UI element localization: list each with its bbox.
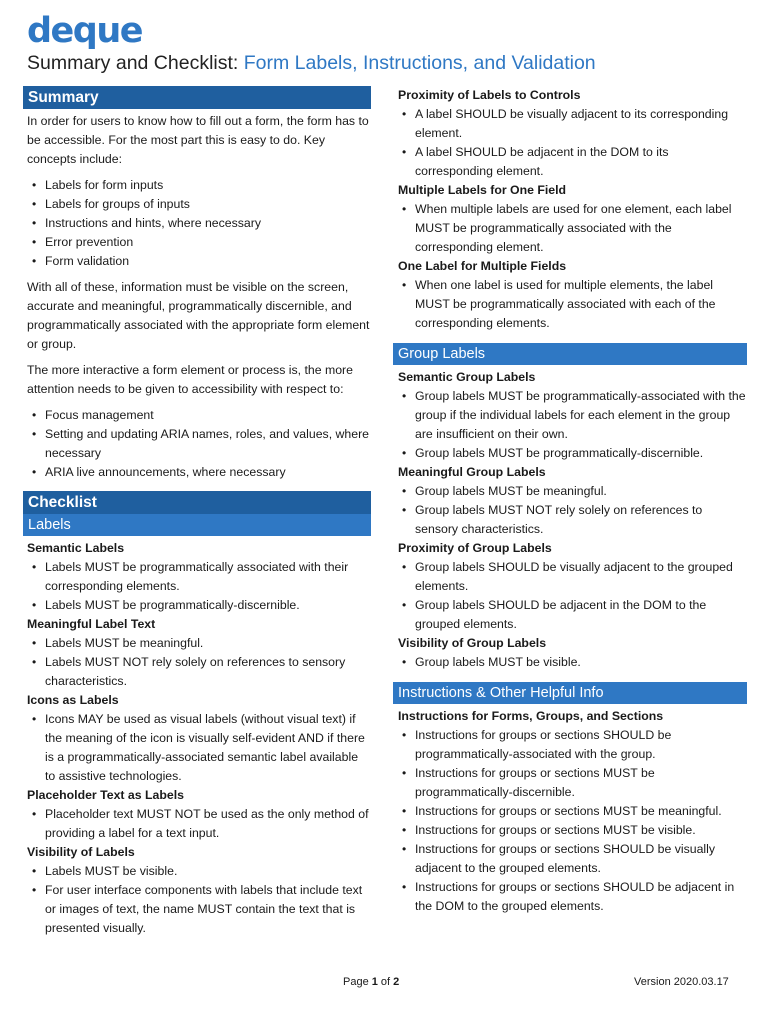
list-item: • When multiple labels are used for one element, each label MUST be programmatically associated with the corresponding element. xyxy=(393,200,747,257)
list-item: • Setting and updating ARIA names, roles, and values, where necessary xyxy=(23,425,371,463)
list-item: • Labels MUST be programmatically associated with their corresponding elements. xyxy=(23,558,371,596)
section-title: Visibility of Labels xyxy=(27,845,135,859)
summary-paragraph-2: With all of these, information must be visible on the screen, accurate and meaningful, programmatically discernible, and programmatically associated with the appropriate form element or group. xyxy=(27,280,370,351)
list-item: • For user interface components with labels that include text or images of text, the name MUST contain the text that is presented visually. xyxy=(23,881,371,938)
section-list xyxy=(23,634,371,691)
list-item: • Group labels SHOULD be adjacent in the DOM to the grouped elements. xyxy=(393,596,747,634)
section-title: Meaningful Label Text xyxy=(27,617,156,631)
list-item: • Labels MUST be visible. xyxy=(23,862,371,881)
list-item: • Group labels MUST be visible. xyxy=(393,653,747,672)
section-title: Placeholder Text as Labels xyxy=(27,788,184,802)
list-item: • Labels MUST be meaningful. xyxy=(23,634,371,653)
section-list xyxy=(393,387,747,463)
list-item: • Instructions for groups or sections MUST be meaningful. xyxy=(393,802,747,821)
document-title xyxy=(27,50,596,76)
section-title: Multiple Labels for One Field xyxy=(398,183,567,197)
list-item: • A label SHOULD be visually adjacent to its corresponding element. xyxy=(393,105,747,143)
section-list xyxy=(393,558,747,634)
list-item: • Instructions and hints, where necessary xyxy=(23,214,371,233)
list-item: • A label SHOULD be adjacent in the DOM to its corresponding element. xyxy=(393,143,747,181)
section-title: Proximity of Labels to Controls xyxy=(398,88,581,102)
summary-heading: Summary xyxy=(23,86,371,109)
section-list xyxy=(393,482,747,539)
labels-heading: Labels xyxy=(23,514,371,536)
list-item: • When one label is used for multiple elements, the label MUST be programmatically associated with each of the corresponding elements. xyxy=(393,276,747,333)
list-item: • Labels for groups of inputs xyxy=(23,195,371,214)
summary-intro: In order for users to know how to fill out a form, the form has to be accessible. For the most part this is easy to do. Key concepts include: xyxy=(27,114,369,166)
list-item: • Instructions for groups or sections SHOULD be adjacent in the DOM to the grouped elements. xyxy=(393,878,747,916)
instructions-heading: Instructions & Other Helpful Info xyxy=(393,682,747,704)
list-item: • Focus management xyxy=(23,406,371,425)
list-item: • Instructions for groups or sections MUST be visible. xyxy=(393,821,747,840)
page-number xyxy=(343,976,399,988)
page-of: of xyxy=(377,976,394,988)
attention-list xyxy=(23,406,371,482)
list-item: • Labels for form inputs xyxy=(23,176,371,195)
section-title: Proximity of Group Labels xyxy=(398,541,552,555)
section-list xyxy=(23,862,371,938)
list-item: • Group labels MUST NOT rely solely on references to sensory characteristics. xyxy=(393,501,747,539)
section-list xyxy=(393,105,747,181)
list-item: • Error prevention xyxy=(23,233,371,252)
title-prefix: Summary and Checklist: xyxy=(27,52,244,74)
page-total: 2 xyxy=(393,976,400,988)
section-title: Icons as Labels xyxy=(27,693,119,707)
list-item: • Instructions for groups or sections SHOULD be visually adjacent to the grouped elements. xyxy=(393,840,747,878)
title-accent: Form Labels, Instructions, and Validation xyxy=(243,52,596,74)
list-item: • Icons MAY be used as visual labels (without visual text) if the meaning of the icon is visually self-evident AND if there is a programmatically-associated semantic label available to assistive technologies. xyxy=(23,710,371,786)
summary-paragraph-3: The more interactive a form element or process is, the more attention needs to be given to accessibility with respect to: xyxy=(27,363,353,396)
list-item: • Labels MUST NOT rely solely on references to sensory characteristics. xyxy=(23,653,371,691)
page-label: Page xyxy=(343,976,372,988)
section-list xyxy=(23,558,371,615)
list-item: • Form validation xyxy=(23,252,371,271)
section-list xyxy=(393,653,747,672)
list-item: • ARIA live announcements, where necessary xyxy=(23,463,371,482)
list-item: • Group labels MUST be meaningful. xyxy=(393,482,747,501)
list-item: • Instructions for groups or sections SHOULD be programmatically-associated with the group. xyxy=(393,726,747,764)
list-item: • Placeholder text MUST NOT be used as the only method of providing a label for a text input. xyxy=(23,805,371,843)
section-list xyxy=(393,276,747,333)
section-list xyxy=(23,805,371,843)
section-list xyxy=(393,726,747,916)
page-current: 1 xyxy=(371,976,378,988)
section-title: Visibility of Group Labels xyxy=(398,636,547,650)
list-item: • Group labels SHOULD be visually adjacent to the grouped elements. xyxy=(393,558,747,596)
section-title: Instructions for Forms, Groups, and Sections xyxy=(398,709,664,723)
left-column xyxy=(23,86,371,938)
section-title: Semantic Labels xyxy=(27,541,125,555)
version-label: Version 2020.03.17 xyxy=(634,976,729,988)
logo-wordmark: deque xyxy=(27,11,142,51)
checklist-heading: Checklist xyxy=(23,491,371,514)
section-title: Semantic Group Labels xyxy=(398,370,536,384)
list-item: • Labels MUST be programmatically-discernible. xyxy=(23,596,371,615)
concepts-list xyxy=(23,176,371,271)
section-list xyxy=(393,200,747,257)
list-item: • Instructions for groups or sections MUST be programmatically-discernible. xyxy=(393,764,747,802)
group-labels-heading: Group Labels xyxy=(393,343,747,365)
list-item: • Group labels MUST be programmatically-discernible. xyxy=(393,444,747,463)
section-title: Meaningful Group Labels xyxy=(398,465,546,479)
list-item: • Group labels MUST be programmatically-associated with the group if the individual labels for each element in the group are insufficient on their own. xyxy=(393,387,747,444)
section-list xyxy=(23,710,371,786)
right-column xyxy=(393,86,747,916)
section-title: One Label for Multiple Fields xyxy=(398,259,567,273)
deque-logo xyxy=(27,12,142,50)
